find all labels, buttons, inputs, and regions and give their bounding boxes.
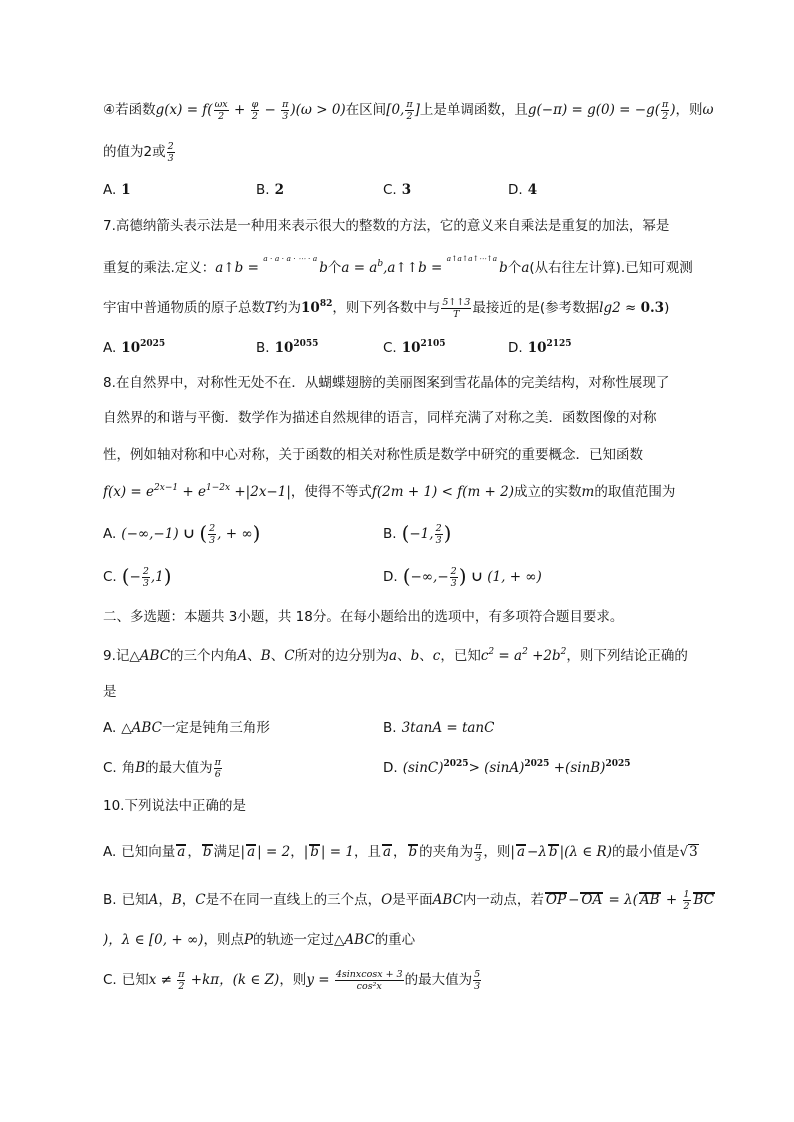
text-run: 9.记 — [103, 648, 130, 664]
option-value — [402, 564, 542, 589]
fraction-denominator: 3 — [475, 852, 482, 864]
text-run: 上是单调函数，且 — [419, 102, 528, 118]
math-run: − — [260, 102, 281, 118]
fraction — [661, 99, 669, 122]
option-value — [402, 340, 446, 356]
fraction-numerator: π — [282, 98, 289, 110]
text-run: ， — [393, 844, 407, 860]
math-run: lg2 ≈ — [599, 300, 641, 316]
vector-symbol: BC — [693, 892, 715, 908]
text-run: 的轨迹一定过 — [253, 932, 335, 948]
math-run: c — [480, 648, 489, 664]
fraction-denominator: 2 — [218, 110, 225, 122]
section2-header: 二、多选题：本题共 3小题，共 18分。在每小题给出的选项中，有多项符合题目要求。 — [103, 609, 624, 625]
math-run: + — [229, 102, 250, 118]
q9-option-c — [103, 755, 223, 781]
math-run: +(sinB) — [549, 760, 606, 776]
fraction-denominator: 2 — [251, 110, 258, 122]
math-run: B — [171, 892, 182, 908]
text-run: ， — [290, 844, 304, 860]
fraction — [335, 969, 404, 992]
text-run: 的值为2或 — [103, 144, 166, 160]
text-run: 约为 — [274, 300, 302, 316]
math-run: △ABC — [121, 720, 162, 736]
large-bracket: ( — [401, 521, 410, 545]
fraction-denominator: 2 — [683, 900, 690, 912]
math-run: − — [568, 892, 580, 908]
superscript-bold: 2125 — [546, 339, 572, 349]
raised-product-text: a↑a↑a↑⋯↑a — [446, 254, 498, 263]
math-run: a = a — [341, 260, 378, 276]
math-bold: 3 — [401, 182, 412, 198]
superscript-bold: 2025 — [140, 339, 166, 349]
large-bracket: ( — [402, 564, 411, 588]
math-run: ABC — [432, 892, 463, 908]
option-label: A. — [103, 720, 117, 736]
q8-stem-line2: 自然界的和谐与平衡．数学作为描述自然规律的语言，同样充满了对称之美．函数图像的对称 — [103, 410, 657, 426]
math-run: A — [237, 648, 248, 664]
text-run: 在区间 — [345, 102, 387, 118]
math-run: T — [265, 300, 275, 316]
math-run: c — [432, 648, 441, 664]
superscript: 2 — [560, 647, 567, 657]
option-label: B. — [256, 182, 270, 198]
large-bracket: ) — [163, 564, 172, 588]
math-run: a↑b = — [215, 260, 264, 276]
fraction-numerator: 2 — [435, 522, 442, 534]
text-run: ，且 — [353, 844, 381, 860]
fraction-numerator: 1 — [683, 888, 690, 900]
text-run: 角 — [121, 760, 136, 776]
option-label: D. — [508, 340, 523, 356]
text-run: 满足 — [213, 844, 241, 860]
q8-option-b — [383, 521, 451, 547]
text-run: 是平面 — [392, 892, 433, 908]
fraction-denominator: 3 — [167, 152, 174, 164]
text-run: ) — [664, 300, 670, 316]
vector-symbol: a — [382, 844, 392, 860]
q10-option-b-line1 — [103, 887, 716, 913]
q8-option-a — [103, 521, 260, 547]
text-run: 的最小值是 — [611, 844, 680, 860]
option-label: A. — [103, 182, 117, 198]
math-run: ) — [670, 102, 676, 118]
fraction-denominator: 3 — [142, 577, 149, 589]
option-value — [528, 182, 537, 198]
math-run: B — [260, 648, 271, 664]
math-bold: 4 — [527, 182, 538, 198]
math-bold: 2 — [274, 182, 284, 198]
fraction — [208, 523, 216, 546]
superscript-bold: 2025 — [524, 759, 550, 769]
q8-option-c — [103, 564, 172, 590]
q9-stem-line1 — [103, 643, 688, 669]
math-run: a — [521, 260, 530, 276]
text-run: 的最大值为 — [404, 972, 473, 988]
fraction — [177, 969, 185, 992]
math-run: √ — [679, 844, 689, 860]
math-run: | = 2 — [257, 844, 291, 860]
math-run: +kπ，(k ∈ Z) — [186, 972, 280, 988]
fraction — [450, 566, 458, 589]
q6-statement4-line2 — [103, 139, 176, 165]
fraction — [281, 99, 289, 122]
math-run: (sinC) — [402, 760, 444, 776]
option-label: B. — [256, 340, 270, 356]
math-run: O — [381, 892, 393, 908]
fraction-denominator: 3 — [282, 110, 289, 122]
math-run: = λ( — [604, 892, 638, 908]
text-run: ，则 — [279, 972, 307, 988]
text-run: ， — [181, 892, 196, 908]
text-run: 的三个内角 — [170, 648, 238, 664]
q6-option-a — [103, 177, 131, 203]
option-label: D. — [383, 760, 398, 776]
math-run: A — [148, 892, 159, 908]
math-bold: ∪ — [178, 526, 200, 542]
math-run: 3tanA = tanC — [401, 720, 495, 736]
text-run: 是不在同一直线上的三个点， — [205, 892, 382, 908]
fraction — [474, 841, 482, 864]
math-bold: 10 — [274, 340, 294, 356]
math-run: +|2x−1| — [230, 484, 291, 500]
fraction — [683, 889, 691, 912]
math-run: a — [389, 648, 398, 664]
text-run: ，则 — [675, 102, 703, 118]
fraction-numerator: 2 — [142, 565, 149, 577]
text-run: 个 — [507, 260, 522, 276]
fraction-numerator: ωx — [214, 98, 228, 110]
fraction-numerator: π — [214, 756, 221, 768]
q8-stem-line4 — [103, 479, 675, 505]
option-value — [401, 521, 452, 546]
q10-option-b-line2 — [103, 927, 415, 953]
q6-statement4-line1 — [103, 97, 714, 123]
fraction-denominator: T — [453, 308, 460, 320]
vector-symbol: b — [202, 844, 212, 860]
math-run: ,a↑↑b = — [383, 260, 447, 276]
large-bracket: ) — [443, 521, 452, 545]
math-run: y = — [306, 972, 334, 988]
text-run: 、 — [419, 648, 433, 664]
fraction-numerator: π — [406, 98, 413, 110]
text-run: 重复的乘法.定义： — [103, 260, 216, 276]
text-run: 成立的实数 — [514, 484, 582, 500]
fraction-denominator: 6 — [214, 768, 221, 780]
fraction-denominator: 2 — [662, 110, 669, 122]
text-run: (从右往左计算).已知可观测 — [529, 260, 693, 276]
superscript-bold: 2055 — [293, 339, 319, 349]
option-value — [528, 340, 572, 356]
math-run: − — [129, 569, 141, 585]
q7-stem-line3 — [103, 295, 669, 321]
superscript-bold: 2105 — [420, 339, 446, 349]
option-label: C. — [103, 972, 117, 988]
math-run: b — [410, 648, 420, 664]
math-bold: 10 — [527, 340, 547, 356]
text-run: 个 — [327, 260, 342, 276]
option-value — [402, 720, 495, 736]
q10-option-c — [103, 967, 482, 993]
option-value — [121, 840, 698, 864]
option-label: D. — [383, 569, 398, 585]
option-value — [121, 182, 130, 198]
option-label: C. — [103, 569, 117, 585]
text-run: ，使得不等式 — [290, 484, 372, 500]
q7-option-c — [383, 335, 446, 361]
math-run: f(x) = e — [103, 484, 155, 500]
math-run: −1, — [409, 526, 434, 542]
fraction-numerator: φ — [251, 98, 259, 110]
option-value — [121, 888, 717, 912]
superscript: 1−2x — [206, 483, 231, 493]
fraction-numerator: 2 — [209, 522, 216, 534]
math-run: △ABC — [334, 932, 375, 948]
math-run: | — [303, 844, 309, 860]
fraction — [473, 969, 481, 992]
fraction — [405, 99, 413, 122]
text-run: 宇宙中普通物质的原子总数 — [103, 300, 265, 316]
math-run: −∞,− — [410, 569, 449, 585]
math-run: C — [195, 892, 206, 908]
math-run: b — [499, 260, 508, 276]
fraction-denominator: 3 — [474, 980, 481, 992]
option-value — [121, 756, 223, 780]
math-run: ] — [414, 102, 420, 118]
fraction — [435, 523, 443, 546]
fraction — [214, 757, 222, 780]
text-run: ，则点 — [203, 932, 244, 948]
math-run: C — [284, 648, 295, 664]
math-run: g(x) = f( — [155, 102, 213, 118]
q9-option-d — [383, 755, 631, 781]
option-label: C. — [383, 340, 397, 356]
q8-stem-line1: 8.在自然界中，对称性无处不在．从蝴蝶翅膀的美丽图案到雪花晶体的完美结构，对称性展现了 — [103, 375, 670, 391]
large-bracket: ) — [458, 564, 467, 588]
math-run: x ≠ — [148, 972, 177, 988]
superscript: 2 — [488, 647, 495, 657]
option-label: D. — [508, 182, 523, 198]
math-run: f(2m + 1) < f(m + 2) — [371, 484, 515, 500]
fraction — [441, 297, 471, 320]
math-run: (1, + ∞) — [487, 569, 542, 585]
text-run: 的重心 — [374, 932, 416, 948]
superscript-bold: 2025 — [443, 759, 469, 769]
math-bold: ∪ — [466, 569, 488, 585]
q9-stem-line2: 是 — [103, 684, 117, 700]
q7-stem-line1: 7.高德纳箭头表示法是一种用来表示很大的整数的方法，它的意义来自乘法是重复的加法，幂是 — [103, 218, 670, 234]
text-run: 一定是钝角三角形 — [161, 720, 270, 736]
q10-option-a — [103, 839, 699, 865]
fraction-numerator: 2 — [450, 565, 457, 577]
text-run: 、 — [247, 648, 261, 664]
text-run: 最接近的是(参考数据 — [472, 300, 600, 316]
fraction-denominator: cos²x — [356, 980, 382, 992]
text-run: ，则 — [483, 844, 511, 860]
math-run: + — [661, 892, 682, 908]
option-label: A. — [103, 340, 117, 356]
fraction-numerator: π — [475, 840, 482, 852]
fraction — [251, 99, 260, 122]
fraction-denominator: 3 — [435, 534, 442, 546]
math-run: |(λ ∈ R) — [559, 844, 612, 860]
math-run: △ABC — [129, 648, 171, 664]
math-bold: 10 — [301, 300, 320, 316]
text-run: 已知 — [121, 892, 149, 908]
fraction-numerator: 5 — [474, 968, 481, 980]
vector-symbol: a — [177, 844, 186, 860]
option-value — [275, 182, 284, 198]
text-run: ，已知 — [440, 648, 481, 664]
q9-option-a — [103, 715, 270, 741]
q10-stem: 10.下列说法中正确的是 — [103, 798, 246, 814]
math-run: | = 1 — [320, 844, 354, 860]
vector-symbol: OA — [581, 892, 603, 908]
vector-symbol: b — [548, 844, 558, 860]
fraction-denominator: 2 — [406, 110, 413, 122]
option-value — [121, 968, 482, 992]
superscript-bold: 2025 — [605, 759, 631, 769]
text-run: ④若函数 — [103, 102, 156, 118]
q7-option-d — [508, 335, 572, 361]
text-run: ， — [158, 892, 172, 908]
math-run: > (sinA) — [468, 760, 525, 776]
math-run: , + ∞ — [217, 526, 253, 542]
text-run: 的取值范围为 — [594, 484, 676, 500]
option-label: A. — [103, 844, 117, 860]
q7-option-b — [256, 335, 318, 361]
fraction-numerator: 5↑↑3 — [442, 296, 471, 308]
math-bold: 0.3 — [640, 300, 665, 316]
superscript: 2x−1 — [154, 483, 179, 493]
option-value — [121, 564, 172, 589]
fraction-numerator: π — [662, 98, 669, 110]
fraction-denominator: 3 — [209, 534, 216, 546]
fraction — [167, 141, 175, 164]
text-run: ，则下列结论正确的 — [566, 648, 688, 664]
radicand: 3 — [689, 844, 698, 860]
math-run: | — [240, 844, 246, 860]
text-run: 的最大值为 — [145, 760, 213, 776]
fraction-numerator: 2 — [167, 140, 174, 152]
q6-option-c — [383, 177, 411, 203]
math-run: b — [319, 260, 328, 276]
math-run: g(−π) = g(0) = −g( — [527, 102, 661, 118]
math-run: )(ω > 0) — [290, 102, 346, 118]
q6-option-b — [256, 177, 284, 203]
text-run: 的夹角为 — [419, 844, 474, 860]
fraction — [214, 99, 229, 122]
q7-option-a — [103, 335, 165, 361]
q7-stem-line2 — [103, 255, 693, 281]
option-label: B. — [103, 892, 117, 908]
fraction — [142, 566, 150, 589]
math-run: + e — [178, 484, 206, 500]
fraction-denominator: 2 — [178, 980, 185, 992]
option-label: B. — [383, 720, 397, 736]
vector-symbol: a — [516, 844, 526, 860]
text-run: ，则下列各数中与 — [332, 300, 441, 316]
option-label: A. — [103, 526, 117, 542]
large-bracket: ) — [252, 521, 261, 545]
option-value — [402, 182, 411, 198]
math-run: P — [243, 932, 254, 948]
math-run: ,1 — [150, 569, 164, 585]
option-label: B. — [383, 526, 397, 542]
superscript: 2 — [522, 647, 528, 657]
text-run: 、 — [397, 648, 411, 664]
text-run: ， — [187, 844, 201, 860]
option-value — [275, 340, 319, 356]
superscript: b — [377, 259, 384, 269]
option-label: C. — [383, 182, 397, 198]
superscript-bold: 82 — [319, 299, 333, 309]
math-run: −λ — [527, 844, 547, 860]
large-bracket: ( — [121, 564, 130, 588]
option-value — [403, 760, 631, 776]
math-bold: 1 — [121, 182, 131, 198]
vector-symbol: a — [247, 844, 256, 860]
math-run: [0, — [386, 102, 405, 118]
q8-stem-line3: 性，例如轴对称和中心对称，关于函数的相关对称性质是数学中研究的重要概念．已知函数 — [103, 447, 643, 463]
math-run: +2b — [527, 648, 561, 664]
math-run: (−∞,−1) — [121, 526, 179, 542]
option-value — [121, 340, 165, 356]
text-run: 所对的边分别为 — [294, 648, 390, 664]
large-bracket: ( — [199, 521, 208, 545]
vector-symbol: OP — [545, 892, 567, 908]
q9-option-b — [383, 715, 494, 741]
fraction-numerator: π — [178, 968, 185, 980]
vector-symbol: AB — [639, 892, 660, 908]
text-run: 已知 — [121, 972, 149, 988]
q6-option-d — [508, 177, 537, 203]
math-run: )，λ ∈ [0, + ∞) — [103, 932, 204, 948]
option-value — [121, 720, 270, 736]
raised-product-text: a · a · a · ⋯ · a — [263, 254, 318, 263]
math-run: = a — [494, 648, 523, 664]
math-run: ω — [702, 102, 714, 118]
fraction-numerator: 4sinxcosx + 3 — [335, 968, 403, 980]
text-run: 内一动点，若 — [462, 892, 544, 908]
math-run: | — [510, 844, 515, 860]
option-label: C. — [103, 760, 117, 776]
math-run: B — [135, 760, 146, 776]
fraction-denominator: 3 — [450, 577, 457, 589]
math-bold: 10 — [121, 340, 141, 356]
math-run: m — [581, 484, 595, 500]
text-run: 已知向量 — [121, 844, 176, 860]
q8-option-d — [383, 564, 542, 590]
math-bold: 10 — [401, 340, 421, 356]
vector-symbol: b — [408, 844, 418, 860]
vector-symbol: b — [310, 844, 319, 860]
text-run: 、 — [270, 648, 285, 664]
option-value — [121, 521, 261, 546]
